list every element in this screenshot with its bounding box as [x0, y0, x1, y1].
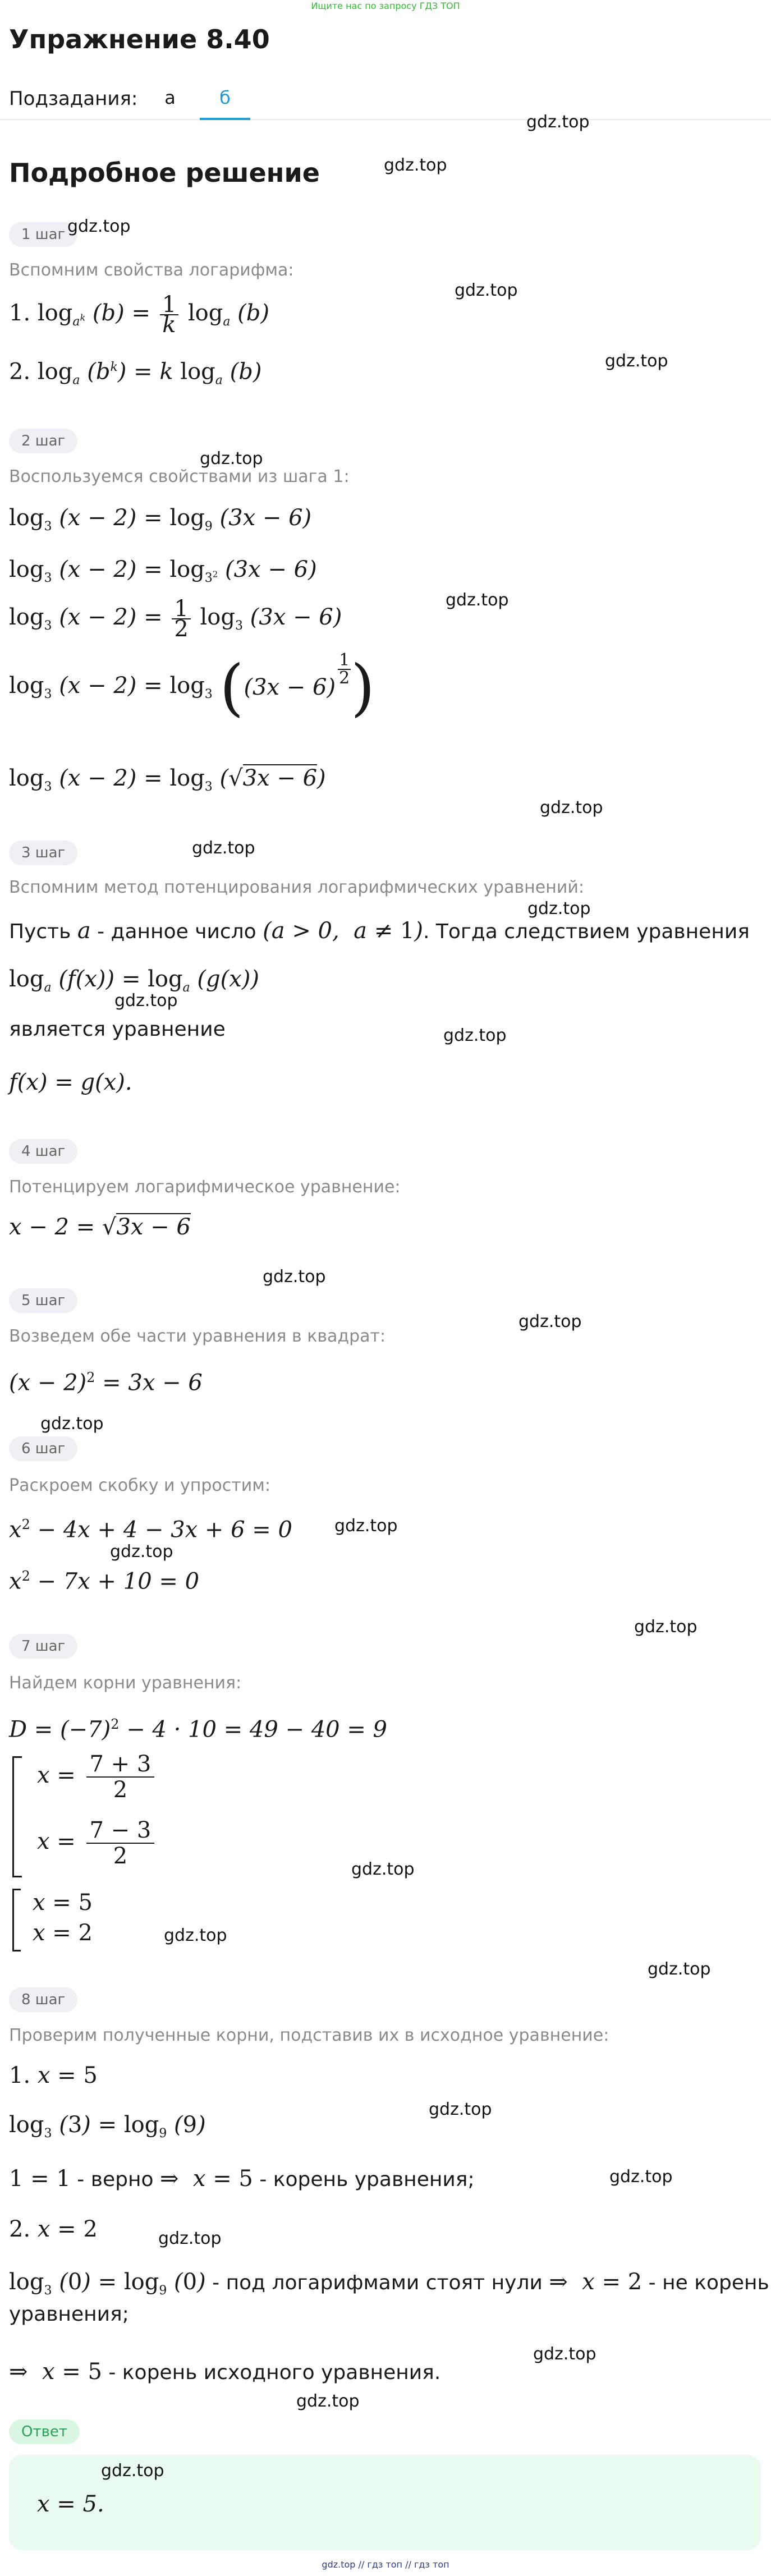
check-1-title: 1. x = 5 [9, 2063, 98, 2088]
step-1-pill: 1 шаг [9, 222, 77, 247]
step-3-text-1: Пусть a - данное число (a > 0, a ≠ 1). Тогда следствием уравнения [9, 918, 750, 944]
page-title: Упражнение 8.40 [9, 24, 270, 54]
root-1-value: x = 5 [33, 1890, 93, 1916]
watermark: gdz.top [634, 1617, 697, 1637]
step-3-text-2: является уравнение [9, 1018, 226, 1041]
check-2-title: 2. x = 2 [9, 2216, 98, 2242]
step-6-eq-1: $x^2 - 4x + 4 - 3x + 6 = 0$ [9, 1517, 292, 1543]
step-6-hint: Раскроем скобку и упростим: [9, 1476, 270, 1495]
step-6-pill: 6 шаг [9, 1436, 77, 1461]
root-2-formula: x = $\frac{7 - 3}{2}$ [37, 1818, 154, 1868]
step-3-eq-1: $\log_a (f(x)) = \log_a (g(x))$ [9, 966, 259, 995]
watermark: gdz.top [296, 2391, 360, 2411]
step-5-hint: Возведем обе части уравнения в квадрат: [9, 1326, 386, 1346]
watermark: gdz.top [540, 798, 603, 818]
roots-bracket [12, 1756, 22, 1877]
step-3-hint: Вспомним метод потенцирования логарифмических уравнений: [9, 878, 584, 897]
roots-values-bracket [12, 1889, 21, 1951]
log-property-2: 2. $\log_a (b^k) = k$ $\log_a (b)$ [9, 359, 262, 388]
step-5-eq-1: $(x - 2)^2 = 3x - 6$ [9, 1370, 203, 1396]
step-2-eq-2: $\log_3 (x - 2) = \log_{3^2} (3x - 6)$ [9, 557, 317, 585]
step-3-text-1c: . Тогда следствием уравнения [423, 920, 750, 943]
watermark: gdz.top [101, 2461, 164, 2481]
tab-a[interactable]: а [164, 87, 176, 108]
watermark: gdz.top [200, 449, 263, 469]
root-1-formula: x = $\frac{7 + 3}{2}$ [37, 1752, 154, 1802]
watermark: gdz.top [110, 1542, 173, 1562]
watermark: gdz.top [67, 217, 131, 236]
step-6-eq-2: $x^2 - 7x + 10 = 0$ [9, 1568, 200, 1595]
step-7-hint: Найдем корни уравнения: [9, 1673, 242, 1693]
step-2-eq-4: $\log_3 (x - 2) = \log_3 ((3x - 6)$ $\frac{1}{2}$ ) [9, 650, 375, 723]
check-2-eq-a: - под логарифмами стоят нули [212, 2271, 543, 2294]
step-2-eq-1: $\log_3 (x - 2) = \log_9 (3x - 6)$ [9, 505, 312, 534]
watermark: gdz.top [192, 838, 255, 858]
tab-b[interactable]: б [219, 87, 231, 108]
active-tab-indicator [200, 118, 250, 120]
watermark: gdz.top [455, 281, 518, 300]
step-2-eq-3: $\log_3 (x - 2)$ = $\frac{1}{2}$ $\log_3 (3x - 6)$ [9, 596, 342, 642]
step-2-eq-5: $\log_3 (x - 2) = \log_3 (√3x - 6)$ [9, 765, 326, 794]
step-7-discriminant: $D = (-7)^2 - 4 \cdot 10 = 49 - 40 = 9$ [9, 1716, 388, 1743]
check-1-result-b: - корень уравнения; [259, 2168, 475, 2191]
footer-links[interactable]: gdz.top // гдз топ // гдз топ [322, 2559, 449, 2570]
check-1-result: 1 = 1 - верно ⇒ x = 5 - корень уравнения; [9, 2166, 475, 2192]
watermark: gdz.top [443, 1026, 507, 1045]
step-3-eq-2: f(x) = g(x). [9, 1069, 132, 1095]
step-4-hint: Потенцируем логарифмическое уравнение: [9, 1177, 401, 1197]
final-conclusion: ⇒ x = 5 - корень исходного уравнения. [9, 2359, 441, 2385]
section-title: Подробное решение [9, 158, 320, 188]
watermark: gdz.top [527, 899, 591, 919]
watermark: gdz.top [526, 112, 590, 132]
step-8-pill: 8 шаг [9, 1987, 77, 2012]
step-4-pill: 4 шаг [9, 1139, 77, 1164]
watermark: gdz.top [351, 1859, 415, 1879]
watermark: gdz.top [648, 1959, 711, 1979]
watermark: gdz.top [446, 590, 509, 610]
answer-value: x = 5. [37, 2491, 104, 2517]
watermark: gdz.top [605, 351, 668, 371]
step-2-hint: Воспользуемся свойствами из шага 1: [9, 467, 350, 486]
check-2-eq: $\log_3 (0) = \log_9 (0)$ - под логарифмами стоят нули ⇒ x = 2 - не корень [9, 2269, 769, 2298]
watermark: gdz.top [609, 2167, 673, 2187]
watermark: gdz.top [384, 155, 447, 175]
answer-pill: Ответ [9, 2419, 80, 2444]
watermark: gdz.top [334, 1516, 398, 1536]
step-4-eq-1: x − 2 = √3x − 6 [9, 1214, 191, 1240]
step-3-pill: 3 шаг [9, 841, 77, 865]
step-7-pill: 7 шаг [9, 1634, 77, 1659]
watermark: gdz.top [40, 1414, 104, 1434]
watermark: gdz.top [533, 2344, 596, 2364]
step-3-text-1b: - данное число [97, 920, 256, 943]
step-2-pill: 2 шаг [9, 429, 77, 453]
watermark: gdz.top [263, 1267, 326, 1287]
check-2-eq-continued: уравнения; [9, 2303, 129, 2326]
step-5-pill: 5 шаг [9, 1288, 77, 1313]
watermark: gdz.top [518, 1312, 582, 1331]
check-2-eq-b: - не корень [648, 2271, 769, 2294]
root-2-value: x = 2 [33, 1920, 93, 1946]
tabs-divider [0, 119, 771, 120]
step-3-text-1a: Пусть [9, 920, 71, 943]
check-1-result-a: - верно [77, 2168, 154, 2191]
log-property-1: 1. $\log_{a^k} (b)$ = $\frac{1}{k}$ $\log_a (b)$ [9, 292, 269, 338]
step-8-hint: Проверим полученные корни, подставив их в исходное уравнение: [9, 2026, 609, 2045]
watermark: gdz.top [164, 1926, 227, 1945]
check-1-eq: $\log_3 (3) = \log_9 (9)$ [9, 2112, 206, 2141]
watermark: gdz.top [429, 2100, 492, 2119]
step-1-hint: Вспомним свойства логарифма: [9, 260, 294, 280]
watermark: gdz.top [158, 2229, 222, 2248]
subtasks-label: Подзадания: [9, 88, 138, 110]
top-banner[interactable]: Ищите нас по запросу ГДЗ ТОП [311, 1, 460, 11]
watermark: gdz.top [114, 991, 178, 1011]
final-conclusion-text: - корень исходного уравнения. [108, 2361, 441, 2384]
